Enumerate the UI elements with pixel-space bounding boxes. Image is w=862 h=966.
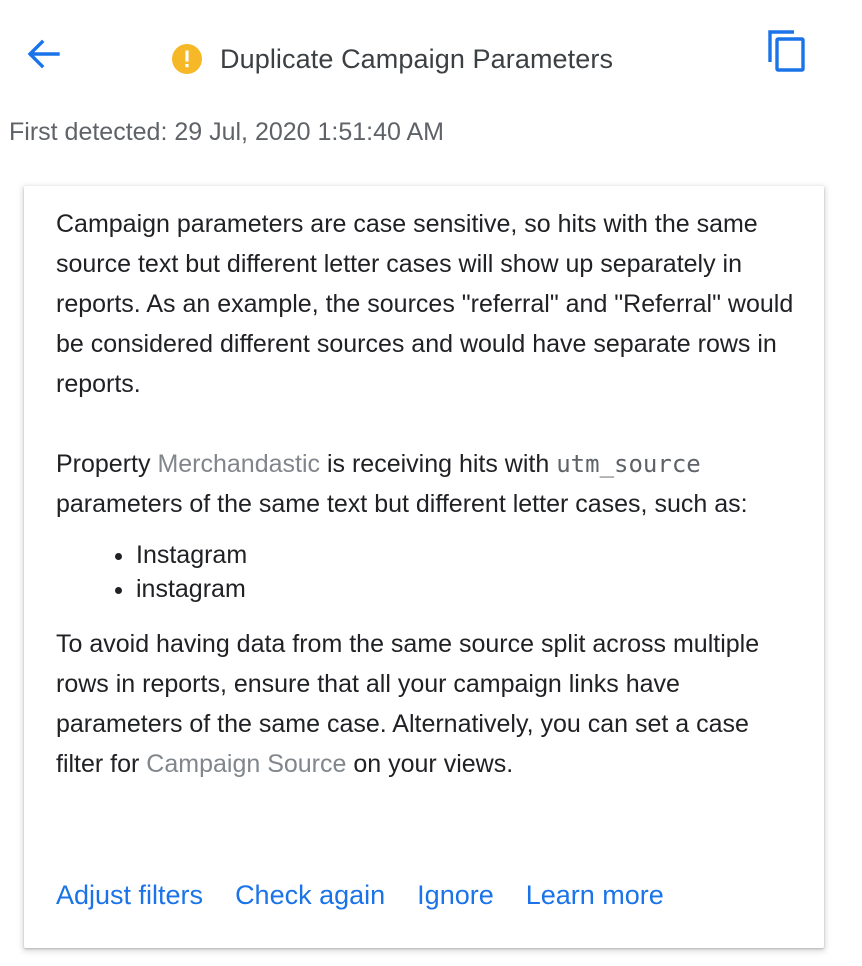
copy-icon [764,26,810,74]
header [0,0,862,110]
list-item: • instagram [136,572,801,606]
parameter-name: utm_source [556,450,701,478]
card-body [56,204,801,784]
property-paragraph [56,444,801,524]
check-again-button[interactable]: Check again [235,880,386,910]
property-suffix: parameters of the same text but different letter cases, such as: [56,490,748,518]
learn-more-button[interactable]: Learn more [525,880,664,910]
property-prefix: Property [56,450,158,478]
details-card [24,186,824,948]
property-middle: is receiving hits with [320,450,557,478]
adjust-filters-button[interactable]: Adjust filters [56,880,204,910]
copy-button[interactable] [764,26,810,74]
source-list [56,538,801,606]
title-group [172,40,613,78]
ignore-button[interactable]: Ignore [417,880,494,910]
recommendation-paragraph [56,624,801,784]
back-button[interactable] [22,34,66,74]
explanation-paragraph: Campaign parameters are case sensitive, so hits with the same source text but different letter cases will show up separately in reports. As an example, the sources "referral" and "Referral" would be considered different sources and would have separate rows in reports. [56,210,794,398]
page-title: Duplicate Campaign Parameters [220,43,614,74]
campaign-source-field[interactable]: Campaign Source [146,750,347,778]
recommendation-prefix: To avoid having data from the same source split across multiple rows in reports, ensure that all your campaign links have parameters of the same case. Alternatively, you can set a case filter for [56,630,760,778]
card-actions [56,880,664,911]
warning-circle-icon [172,44,202,74]
recommendation-suffix: on your views. [346,750,514,778]
first-detected-timestamp: First detected: 29 Jul, 2020 1:51:40 AM [9,118,444,146]
arrow-back-icon [22,34,66,74]
property-name[interactable]: Merchandastic [157,450,321,478]
list-item: • Instagram [136,538,801,572]
